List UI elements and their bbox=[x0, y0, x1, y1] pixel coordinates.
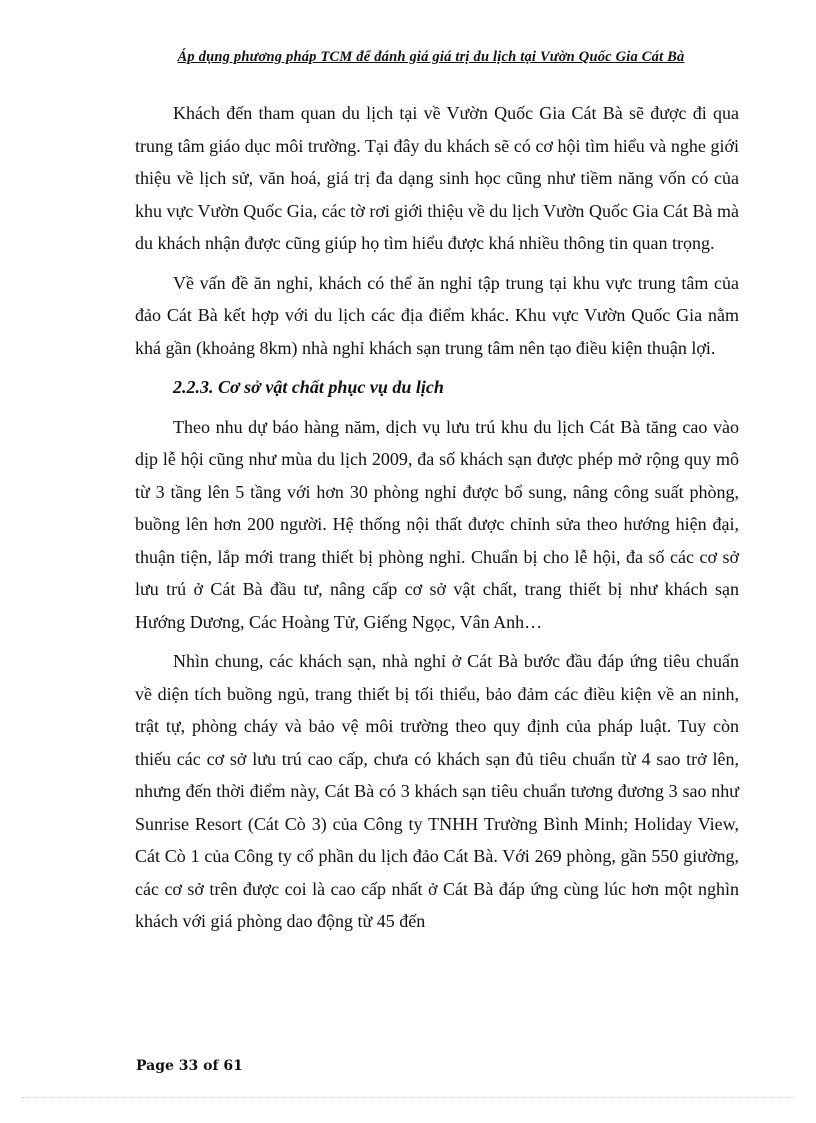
section-heading: 2.2.3. Cơ sở vật chất phục vụ du lịch bbox=[173, 377, 444, 397]
paragraph-visitor-education: Khách đến tham quan du lịch tại về Vườn Quốc Gia Cát Bà sẽ được đi qua trung tâm giáo dục môi trường. Tại đây du khách sẽ có cơ hội tìm hiểu và nghe giới thiệu về lịch sử, văn hoá, giá trị đa dạng sinh học cũng như tiềm năng vốn có của khu vực Vườn Quốc Gia, các tờ rơi giới thiệu về du lịch Vườn Quốc Gia Cát Bà mà du khách nhận được cũng giúp họ tìm hiểu được khá nhiều thông tin quan trọng. bbox=[135, 103, 739, 253]
page-bottom-divider bbox=[22, 1097, 794, 1098]
paragraph-lodging-forecast: Theo nhu dự báo hàng năm, dịch vụ lưu trú khu du lịch Cát Bà tăng cao vào dịp lễ hội cũng như mùa du lịch 2009, đa số khách sạn được phép mở rộng quy mô từ 3 tầng lên 5 tầng với hơn 30 phòng nghỉ được bổ sung, nâng công suất phòng, buồng lên hơn 200 người. Hệ thống nội thất được chỉnh sửa theo hướng hiện đại, thuận tiện, lắp mới trang thiết bị phòng nghỉ. Chuẩn bị cho lễ hội, đa số các cơ sở lưu trú ở Cát Bà đầu tư, nâng cấp cơ sở vật chất, trang thiết bị như khách sạn Hướng Dương, Các Hoàng Tử, Giếng Ngọc, Vân Anh… bbox=[135, 416, 739, 632]
paragraph-hotel-standards: Nhìn chung, các khách sạn, nhà nghỉ ở Cát Bà bước đầu đáp ứng tiêu chuẩn về diện tích buồng ngủ, trang thiết bị tối thiểu, bảo đảm các điều kiện về an ninh, trật tự, phòng cháy và bảo vệ môi trường theo quy định của pháp luật. Tuy còn thiếu các cơ sở lưu trú cao cấp, chưa có khách sạn đủ tiêu chuẩn từ 4 sao trở lên, nhưng đến thời điểm này, Cát Bà có 3 khách sạn tiêu chuẩn tương đương 3 sao như Sunrise Resort (Cát Cò 3) của Công ty TNHH Trường Bình Minh; Holiday View, Cát Cò 1 của Công ty cổ phần du lịch đảo Cát Bà. Với 269 phòng, gần 550 giường, các cơ sở trên được coi là cao cấp nhất ở Cát Bà đáp ứng cùng lúc hơn một nghìn khách với giá phòng dao động từ 45 đến bbox=[135, 651, 739, 931]
page-number: Page 33 of 61 bbox=[136, 1058, 243, 1074]
running-header: Áp dụng phương pháp TCM để đánh giá giá trị du lịch tại Vườn Quốc Gia Cát Bà bbox=[177, 49, 685, 65]
body-text bbox=[135, 97, 739, 945]
paragraph-accommodation: Về vấn đề ăn nghỉ, khách có thể ăn nghỉ tập trung tại khu vực trung tâm của đảo Cát Bà kết hợp với du lịch các địa điểm khác. Khu vực Vườn Quốc Gia nằm khá gần (khoảng 8km) nhà nghỉ khách sạn trung tâm nên tạo điều kiện thuận lợi. bbox=[135, 272, 739, 358]
